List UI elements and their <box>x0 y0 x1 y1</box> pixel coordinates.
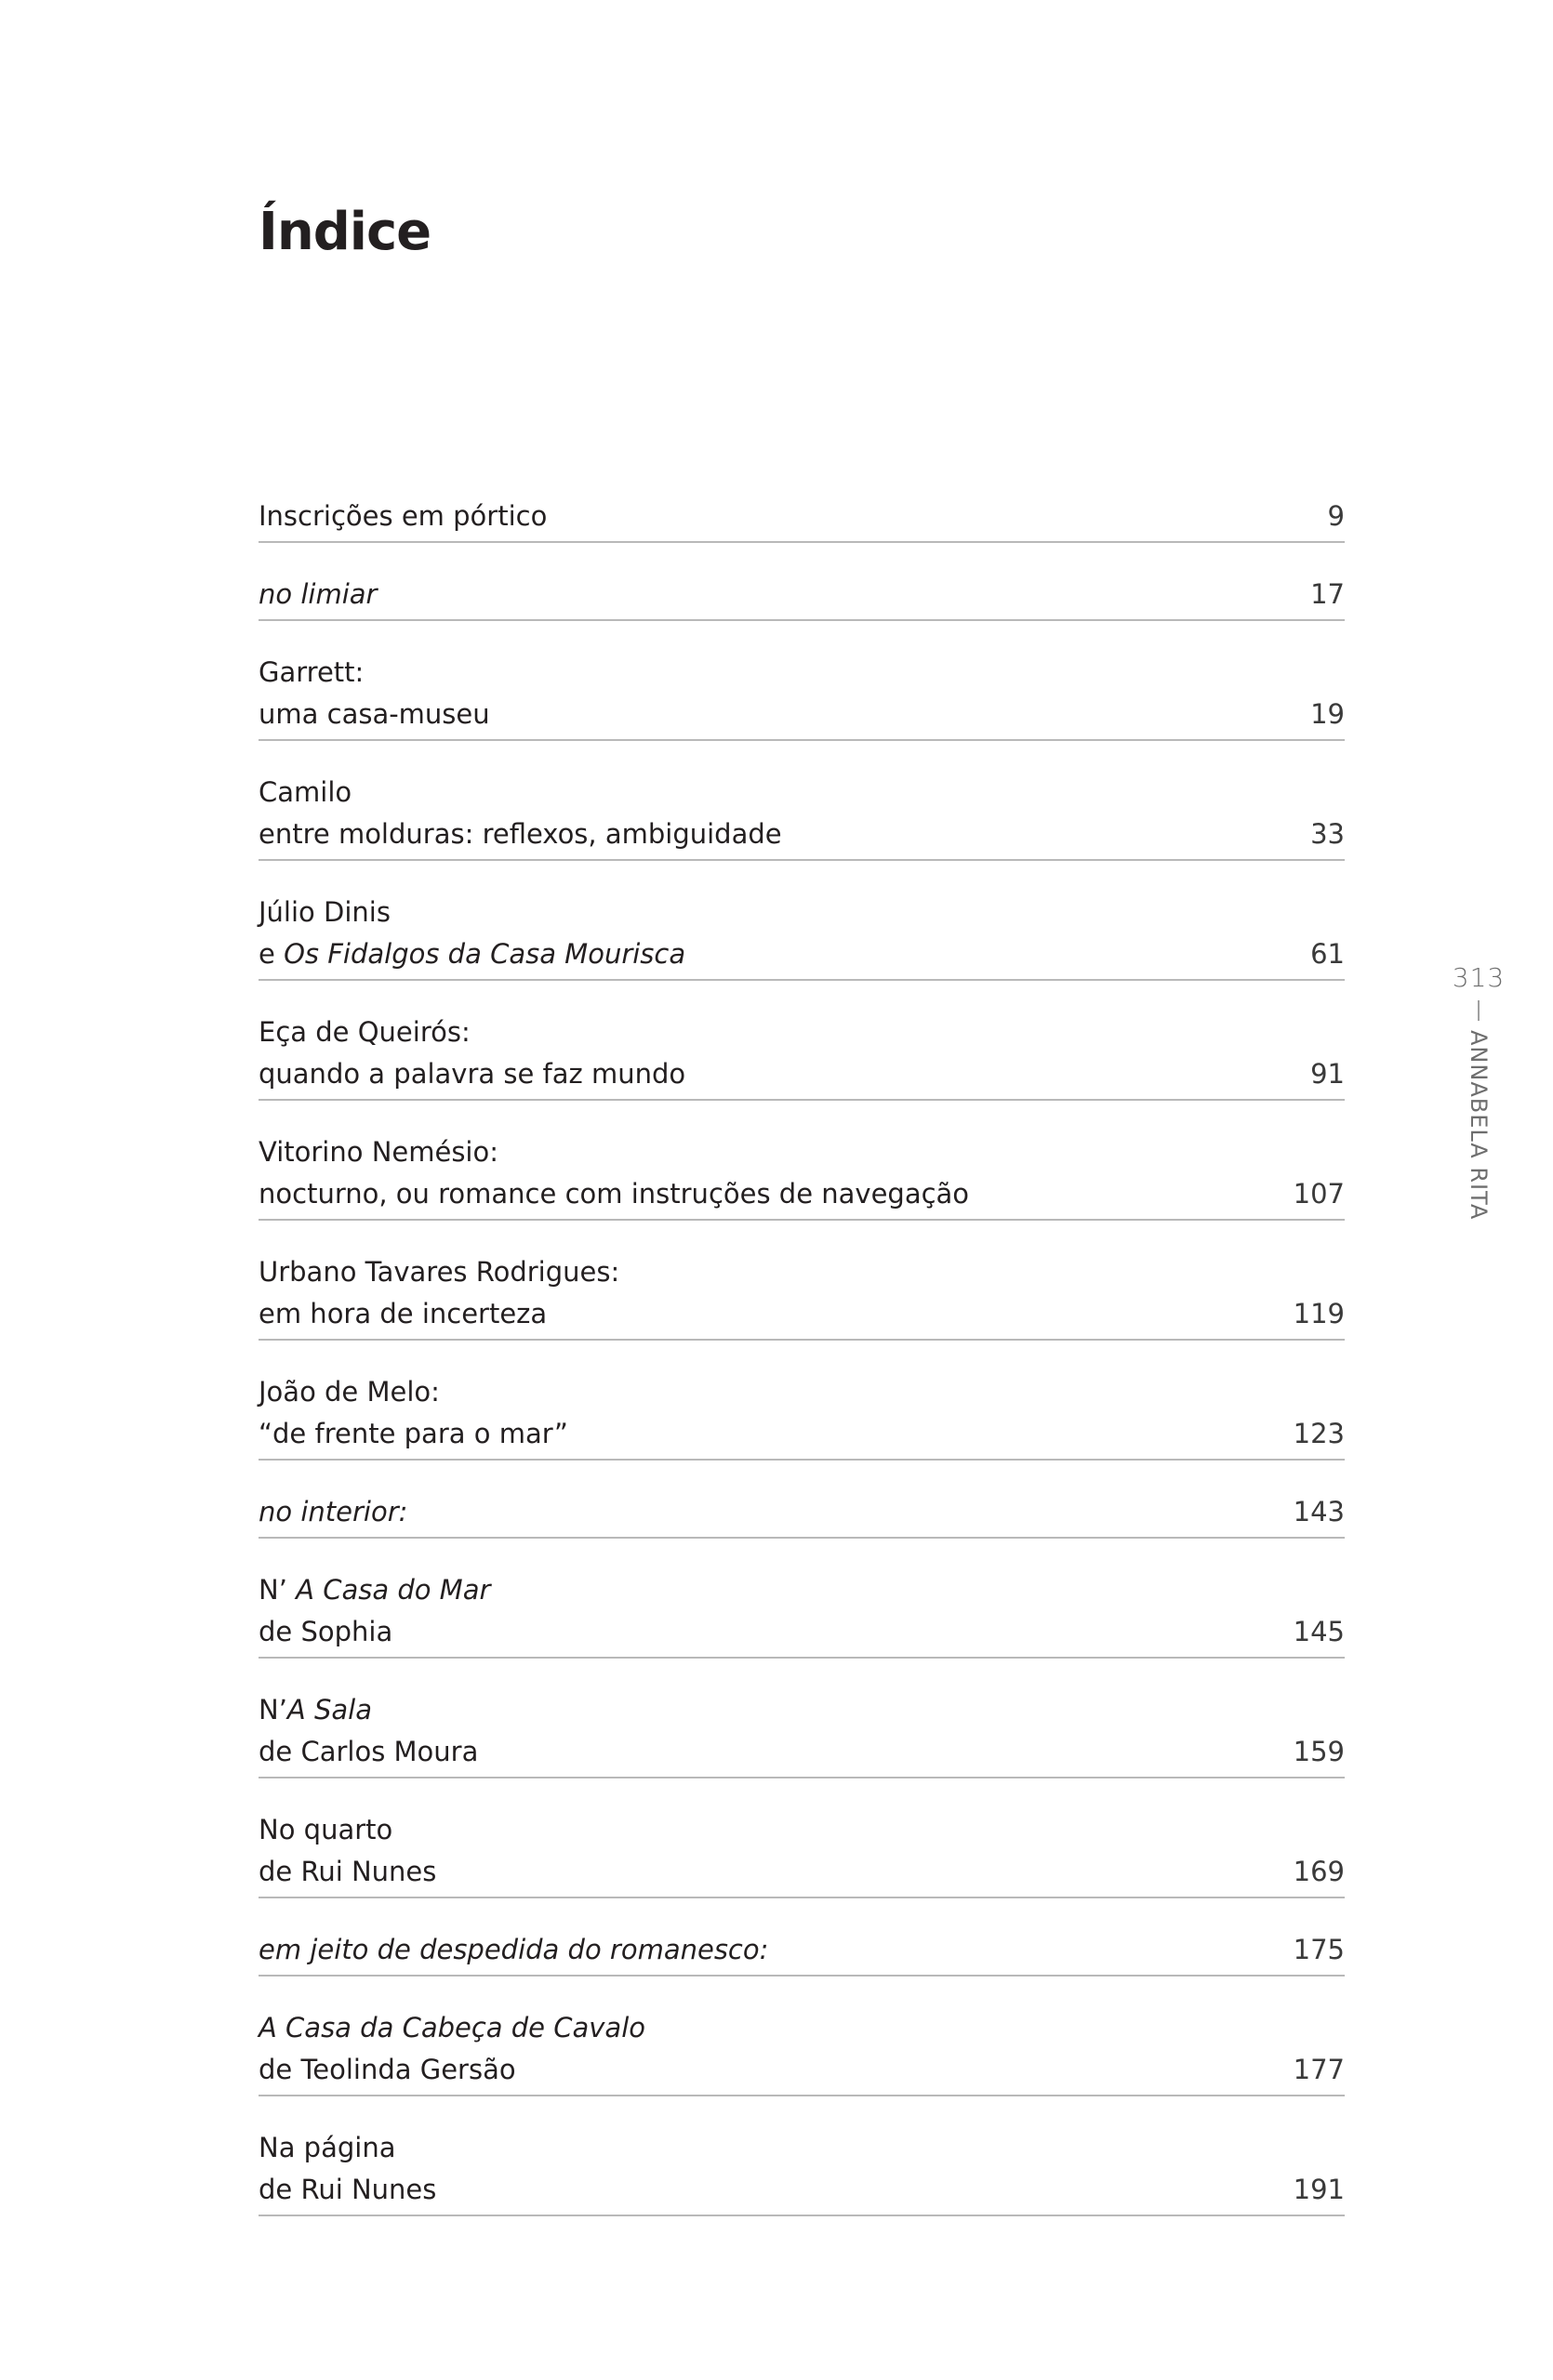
toc-entry <box>259 493 1345 543</box>
toc-entry-line <box>259 1611 1345 1653</box>
toc-entry-text: quando a palavra se faz mundo <box>259 1058 686 1090</box>
toc-entry-line <box>259 1371 1345 1413</box>
toc-entry-text: N’ <box>259 1574 297 1606</box>
toc-entry <box>259 2004 1345 2096</box>
toc-entry-page-number: 169 <box>1293 1856 1345 1887</box>
page-title: Índice <box>259 202 431 262</box>
toc-entry-text: em hora de incerteza <box>259 1298 548 1329</box>
toc-entry-text: uma casa-museu <box>259 698 490 730</box>
toc-entry-text: “de frente para o mar” <box>259 1418 568 1449</box>
toc-entry-text: de Sophia <box>259 1616 393 1647</box>
toc-entry <box>259 649 1345 741</box>
toc-entry-line <box>259 813 1345 855</box>
toc-entry-text: Vitorino Nemésio: <box>259 1136 498 1168</box>
toc-entry-page-number: 175 <box>1293 1934 1345 1965</box>
toc-entry-page-number: 159 <box>1293 1736 1345 1767</box>
toc-entry-page-number: 123 <box>1293 1418 1345 1449</box>
page-number: 313 <box>1452 962 1506 993</box>
toc-entry-line <box>259 1131 1345 1173</box>
toc-entry-text: Eça de Queirós: <box>259 1016 471 1048</box>
toc-entry <box>259 1567 1345 1659</box>
toc-entry-line <box>259 1929 1345 1971</box>
toc-entry-line <box>259 1809 1345 1851</box>
toc-entry-italic-text: Os Fidalgos da Casa Mourisca <box>284 938 686 970</box>
toc-entry-italic-text: no limiar <box>259 578 378 610</box>
toc-entry-line <box>259 2049 1345 2091</box>
toc-entry-page-number: 17 <box>1310 578 1345 610</box>
toc-entry-page-number: 119 <box>1293 1298 1345 1329</box>
toc-entry <box>259 1488 1345 1539</box>
toc-entry-text: de Teolinda Gersão <box>259 2054 516 2085</box>
toc-entry <box>259 769 1345 861</box>
toc-entry-page-number: 143 <box>1293 1496 1345 1527</box>
running-head-divider <box>1478 1000 1480 1021</box>
toc-entry-line <box>259 1851 1345 1893</box>
toc-entry <box>259 1926 1345 1977</box>
toc-entry-line <box>259 1689 1345 1731</box>
toc-entry-line <box>259 1569 1345 1611</box>
toc-entry <box>259 571 1345 621</box>
toc-entry-page-number: 107 <box>1293 1178 1345 1210</box>
toc-entry-page-number: 61 <box>1310 938 1345 970</box>
toc-entry-text: nocturno, ou romance com instruções de navegação <box>259 1178 970 1210</box>
toc-entry-text: Camilo <box>259 776 352 808</box>
toc-entry-line <box>259 933 1345 975</box>
toc-entry-line <box>259 1293 1345 1335</box>
toc-entry-page-number: 177 <box>1293 2054 1345 2085</box>
toc-entry-text: e <box>259 938 285 970</box>
toc-entry-text: Na página <box>259 2132 396 2163</box>
toc-entry-line <box>259 496 1345 537</box>
toc-entry <box>259 1368 1345 1461</box>
toc-entry-text: João de Melo: <box>259 1376 440 1408</box>
toc-entry-page-number: 191 <box>1293 2174 1345 2205</box>
toc-entry-text: Urbano Tavares Rodrigues: <box>259 1256 620 1288</box>
toc-entry <box>259 1129 1345 1221</box>
toc-entry <box>259 889 1345 981</box>
toc-entry-italic-text: A Sala <box>286 1694 372 1726</box>
table-of-contents <box>259 493 1345 2244</box>
toc-entry-line <box>259 2007 1345 2049</box>
toc-entry-line <box>259 772 1345 813</box>
toc-entry <box>259 2124 1345 2216</box>
toc-entry-line <box>259 1251 1345 1293</box>
toc-entry-line <box>259 652 1345 694</box>
toc-entry-page-number: 33 <box>1310 818 1345 850</box>
toc-entry <box>259 1009 1345 1101</box>
toc-entry-italic-text: A Casa da Cabeça de Cavalo <box>259 2012 645 2043</box>
toc-entry-text: Garrett: <box>259 656 365 688</box>
running-head <box>1432 961 1525 1221</box>
toc-entry-text: No quarto <box>259 1814 393 1845</box>
toc-entry-line <box>259 1053 1345 1095</box>
toc-entry-page-number: 91 <box>1310 1058 1345 1090</box>
toc-entry-line <box>259 694 1345 735</box>
toc-entry-page-number: 19 <box>1310 698 1345 730</box>
toc-entry-italic-text: A Casa do Mar <box>296 1574 491 1606</box>
toc-entry-text: Júlio Dinis <box>259 896 391 928</box>
toc-entry-page-number: 145 <box>1293 1616 1345 1647</box>
toc-entry-text: N’ <box>259 1694 287 1726</box>
toc-entry-line <box>259 1731 1345 1773</box>
toc-entry-text: de Rui Nunes <box>259 1856 437 1887</box>
toc-entry <box>259 1249 1345 1341</box>
toc-entry-text: de Rui Nunes <box>259 2174 437 2205</box>
toc-entry-text: Inscrições em pórtico <box>259 500 548 532</box>
toc-entry-line <box>259 1173 1345 1215</box>
author-name: ANNABELA RITA <box>1466 1030 1492 1221</box>
toc-entry-line <box>259 1491 1345 1533</box>
toc-entry-italic-text: em jeito de despedida do romanesco: <box>259 1934 769 1965</box>
toc-entry-line <box>259 892 1345 933</box>
toc-entry-line <box>259 2169 1345 2211</box>
toc-entry-line <box>259 574 1345 615</box>
toc-entry-page-number: 9 <box>1327 500 1345 532</box>
toc-entry-line <box>259 1413 1345 1455</box>
toc-entry-text: entre molduras: reflexos, ambiguidade <box>259 818 782 850</box>
toc-entry-text: de Carlos Moura <box>259 1736 479 1767</box>
toc-entry <box>259 1806 1345 1898</box>
toc-entry-italic-text: no interior: <box>259 1496 408 1527</box>
toc-entry <box>259 1686 1345 1778</box>
toc-entry-line <box>259 2127 1345 2169</box>
toc-entry-line <box>259 1012 1345 1053</box>
